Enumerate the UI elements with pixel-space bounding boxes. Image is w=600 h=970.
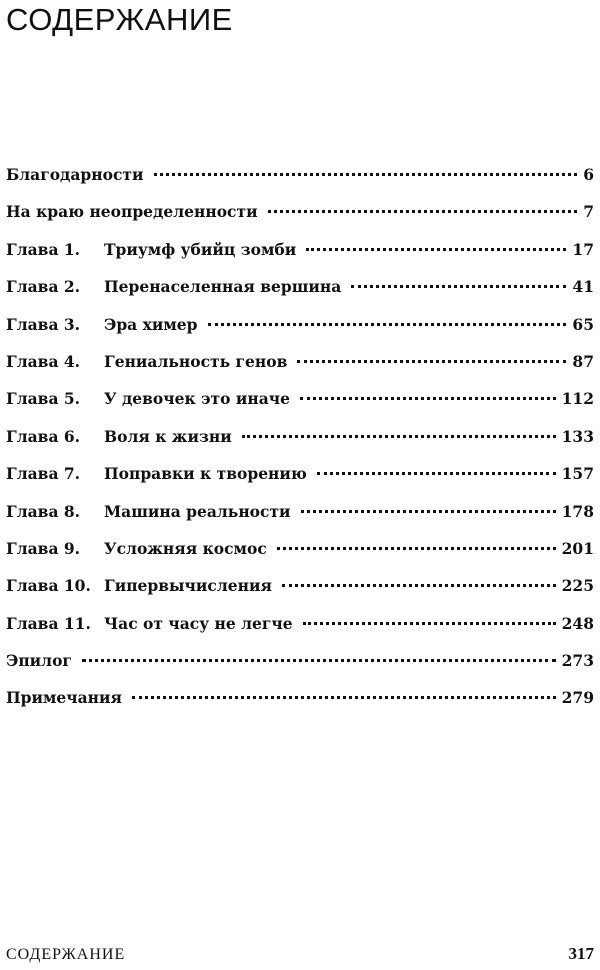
- toc-entry-title: На краю неопределенности: [6, 202, 258, 222]
- toc-page-number: 41: [572, 277, 594, 297]
- page-title: СОДЕРЖАНИЕ: [6, 2, 233, 37]
- toc-page-number: 6: [583, 165, 594, 184]
- toc-page-number: 279: [561, 688, 594, 708]
- dot-leader: [306, 248, 566, 251]
- toc-chapter-number: Глава 11.: [6, 613, 91, 633]
- dot-leader: [301, 510, 556, 513]
- dot-leader: [82, 659, 556, 662]
- dot-leader: [268, 210, 578, 213]
- toc-entry-title: Примечания: [6, 688, 122, 708]
- toc-entry: [6, 646, 594, 683]
- toc-entry: [6, 534, 594, 571]
- dot-leader: [277, 547, 556, 550]
- toc-entry-title: Перенаселенная вершина: [104, 277, 342, 297]
- dot-leader: [154, 173, 578, 176]
- toc-page-number: 273: [561, 651, 594, 671]
- toc-entry: [6, 459, 594, 496]
- toc-entry-title: Час от часу не легче: [104, 613, 293, 633]
- dot-leader: [208, 323, 567, 326]
- toc-entry-title: Машина реальности: [104, 501, 291, 521]
- dot-leader: [317, 472, 556, 475]
- dot-leader: [297, 360, 566, 363]
- toc-chapter-number: Глава 6.: [6, 426, 81, 446]
- toc-entry: [6, 160, 594, 197]
- page-footer: [6, 944, 594, 964]
- toc-page-number: 201: [561, 538, 594, 558]
- toc-chapter-number: Глава 10.: [6, 576, 91, 596]
- toc-page-number: 157: [561, 464, 594, 484]
- toc-entry-title: Эра химер: [104, 314, 198, 334]
- toc-entry: [6, 235, 594, 272]
- toc-page-number: 112: [561, 389, 594, 409]
- dot-leader: [242, 435, 556, 438]
- toc-page-number: 65: [572, 314, 594, 334]
- toc-entry: [6, 310, 594, 347]
- toc-entry-title: Триумф убийц зомби: [104, 239, 297, 259]
- toc-entry: [6, 197, 594, 234]
- toc-chapter-number: Глава 1.: [6, 239, 81, 259]
- toc-page-number: 7: [583, 202, 594, 222]
- toc-entry: [6, 347, 594, 384]
- toc-chapter-number: Глава 3.: [6, 314, 81, 334]
- toc-entry: [6, 609, 594, 646]
- dot-leader: [282, 584, 556, 587]
- toc-page-number: 225: [561, 576, 594, 596]
- toc-entry: [6, 384, 594, 421]
- toc-entry-title: Усложняя космос: [104, 538, 267, 558]
- toc-entry: [6, 422, 594, 459]
- toc-chapter-number: Глава 2.: [6, 277, 81, 297]
- toc-page-number: 248: [561, 613, 594, 633]
- toc-entry-title: Гениальность генов: [104, 351, 288, 371]
- toc-entry-title: У девочек это иначе: [104, 389, 290, 409]
- toc-page-number: 178: [561, 501, 594, 521]
- toc-chapter-number: Глава 7.: [6, 464, 81, 484]
- toc-page-number: 87: [572, 351, 594, 371]
- table-of-contents: [6, 160, 594, 721]
- dot-leader: [132, 696, 556, 699]
- dot-leader: [300, 397, 556, 400]
- dot-leader: [351, 285, 566, 288]
- dot-leader: [303, 622, 556, 625]
- toc-entry-title: Гипервычисления: [104, 576, 272, 596]
- toc-entry: [6, 683, 594, 720]
- toc-entry-title: Благодарности: [6, 165, 144, 184]
- toc-chapter-number: Глава 9.: [6, 538, 81, 558]
- toc-chapter-number: Глава 5.: [6, 389, 81, 409]
- toc-chapter-number: Глава 8.: [6, 501, 81, 521]
- running-head: СОДЕРЖАНИЕ: [6, 946, 126, 963]
- toc-entry-title: Эпилог: [6, 651, 72, 671]
- toc-page-number: 17: [572, 239, 594, 259]
- page-number: 317: [568, 944, 594, 963]
- toc-entry-title: Воля к жизни: [104, 426, 232, 446]
- toc-entry: [6, 497, 594, 534]
- toc-chapter-number: Глава 4.: [6, 351, 81, 371]
- toc-entry: [6, 571, 594, 608]
- toc-page-number: 133: [561, 426, 594, 446]
- toc-entry-title: Поправки к творению: [104, 464, 307, 484]
- toc-entry: [6, 272, 594, 309]
